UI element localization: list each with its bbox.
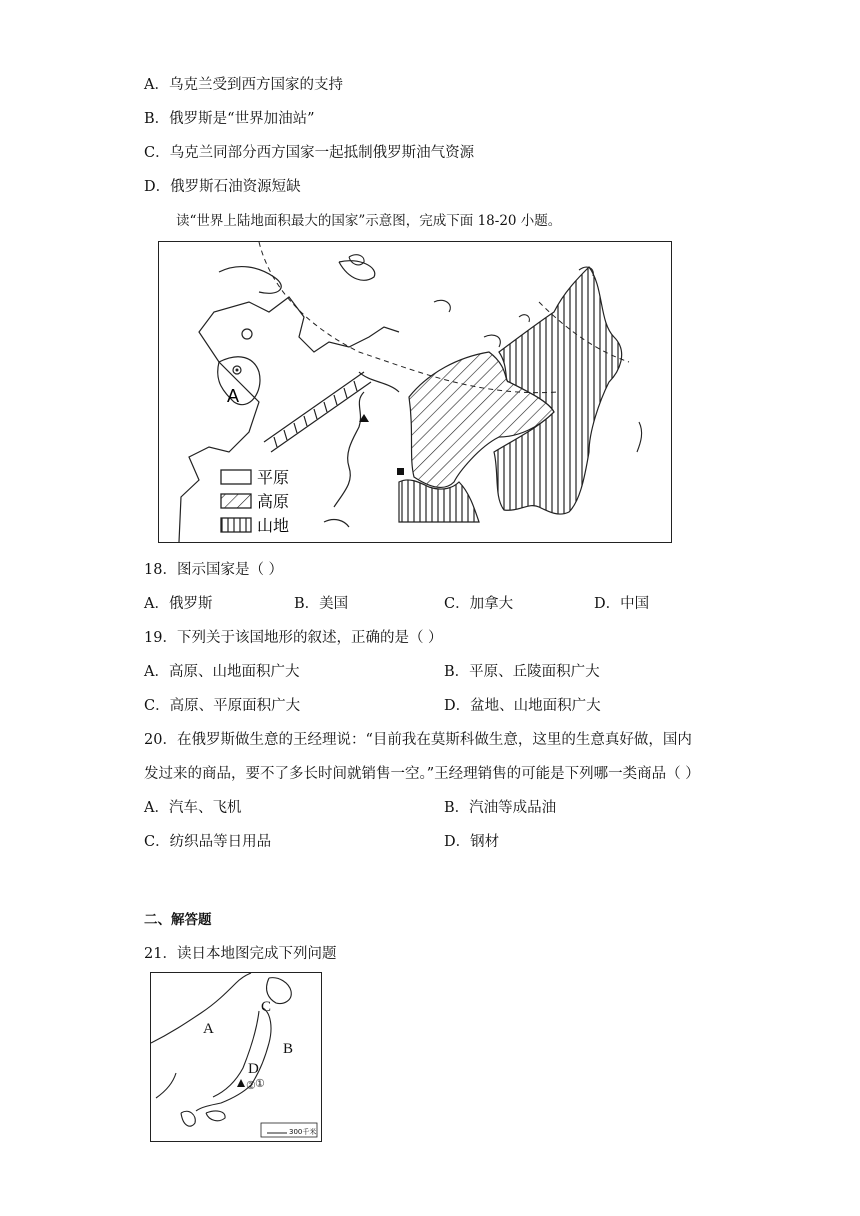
q19-stem: 19．下列关于该国地形的叙述，正确的是（ ）	[144, 630, 443, 646]
q18-option-d: D．中国	[594, 596, 650, 612]
japan-label-c: C	[261, 999, 272, 1015]
q20-stem-line2: 发过来的商品，要不了多长时间就销售一空。”王经理销售的可能是下列哪一类商品（ ）	[144, 766, 700, 782]
shikoku-outline	[206, 1111, 225, 1121]
q18-option-c: C．加拿大	[444, 596, 514, 612]
q17-option-c: C．乌克兰同部分西方国家一起抵制俄罗斯油气资源	[144, 145, 475, 161]
ural-mountains	[264, 372, 371, 452]
q17-option-b: B．俄罗斯是“世界加油站”	[144, 111, 315, 127]
russia-map	[158, 241, 672, 543]
q21-stem: 21．读日本地图完成下列问题	[144, 946, 337, 962]
japan-label-1: ①	[255, 1078, 265, 1090]
japan-label-2: ②	[246, 1080, 256, 1092]
kyushu-outline	[181, 1111, 195, 1126]
japan-label-a: A	[203, 1021, 214, 1037]
q18-option-b: B．美国	[294, 596, 349, 612]
q19-option-d: D．盆地、山地面积广大	[444, 698, 601, 714]
q18-option-a: A．俄罗斯	[144, 596, 213, 612]
japan-label-b: B	[283, 1041, 294, 1057]
q20-stem-line1: 20．在俄罗斯做生意的王经理说：“目前我在莫斯科做生意，这里的生意真好做，国内	[144, 732, 692, 748]
region-label-a: A	[227, 386, 240, 406]
intro-text: 读“世界上陆地面积最大的国家”示意图，完成下面 18-20 小题。	[176, 213, 562, 229]
legend-plateau: 高原	[257, 492, 290, 511]
japan-label-d: D	[248, 1061, 259, 1077]
mountain-symbol	[237, 1079, 245, 1087]
q17-option-d: D．俄罗斯石油资源短缺	[144, 179, 301, 195]
square-symbol	[397, 468, 404, 475]
legend-plain: 平原	[257, 468, 290, 487]
asia-coast	[151, 973, 251, 1043]
q20-option-b: B．汽油等成品油	[444, 800, 557, 816]
q20-option-d: D．钢材	[444, 834, 500, 850]
q20-option-a: A．汽车、飞机	[144, 800, 242, 816]
korea-coast	[156, 1073, 176, 1098]
q20-option-c: C．纺织品等日用品	[144, 834, 272, 850]
legend	[221, 468, 289, 535]
q18-stem: 18．图示国家是（ ）	[144, 562, 284, 578]
legend-mountain: 山地	[257, 516, 290, 535]
q19-option-b: B．平原、丘陵面积广大	[444, 664, 600, 680]
q17-option-a: A．乌克兰受到西方国家的支持	[144, 77, 343, 93]
japan-map	[150, 972, 322, 1142]
section-heading: 二、解答题	[144, 912, 212, 928]
q19-option-c: C．高原、平原面积广大	[144, 698, 301, 714]
scale-label: 300千米	[289, 1128, 317, 1136]
q19-option-a: A．高原、山地面积广大	[144, 664, 300, 680]
circle-symbol-top	[242, 329, 252, 339]
